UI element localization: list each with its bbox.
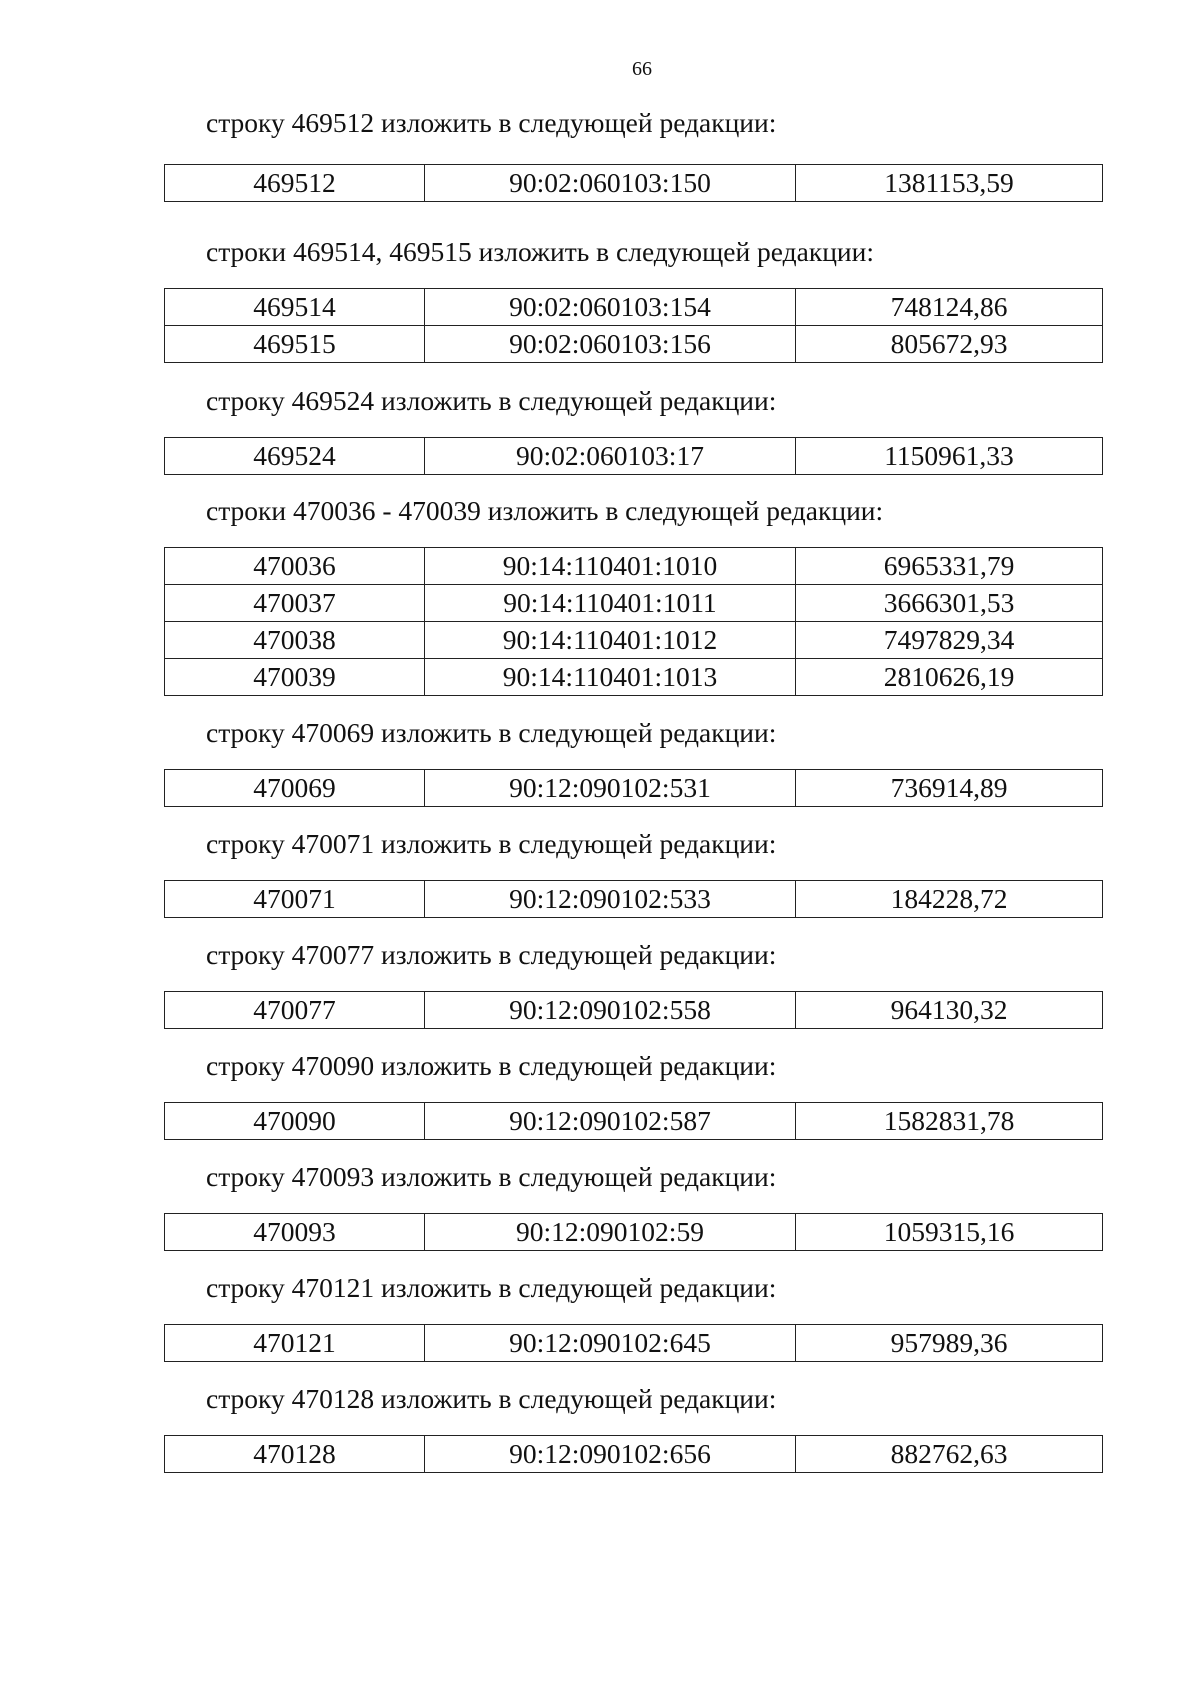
amendment-section [164, 1161, 1102, 1251]
section-heading: строку 470121 изложить в следующей редакции: [206, 1272, 777, 1303]
amendment-table [164, 880, 1103, 918]
amendment-section [164, 236, 1102, 363]
cadastral-number-cell: 90:12:090102:533 [425, 881, 796, 918]
amendment-table [164, 991, 1103, 1029]
table-row [165, 622, 1103, 659]
table-row [165, 289, 1103, 326]
row-number-cell: 470036 [165, 548, 425, 585]
value-cell: 1059315,16 [796, 1214, 1103, 1251]
row-number-cell: 469512 [165, 165, 425, 202]
cadastral-number-cell: 90:12:090102:531 [425, 770, 796, 807]
cadastral-number-cell: 90:14:110401:1012 [425, 622, 796, 659]
section-heading: строку 470071 изложить в следующей редакции: [206, 828, 777, 859]
amendment-section [164, 1272, 1102, 1362]
table-row [165, 770, 1103, 807]
row-number-cell: 470121 [165, 1325, 425, 1362]
table-row [165, 548, 1103, 585]
section-heading: строку 469512 изложить в следующей редакции: [206, 107, 777, 138]
row-number-cell: 470069 [165, 770, 425, 807]
cadastral-number-cell: 90:12:090102:59 [425, 1214, 796, 1251]
row-number-cell: 470038 [165, 622, 425, 659]
amendment-section [164, 828, 1102, 918]
section-heading: строку 469524 изложить в следующей редакции: [206, 385, 777, 416]
value-cell: 736914,89 [796, 770, 1103, 807]
amendment-table [164, 769, 1103, 807]
section-heading: строки 470036 - 470039 изложить в следующей редакции: [206, 495, 884, 526]
amendment-section [164, 495, 1102, 696]
table-row [165, 165, 1103, 202]
cadastral-number-cell: 90:12:090102:558 [425, 992, 796, 1029]
row-number-cell: 470093 [165, 1214, 425, 1251]
value-cell: 964130,32 [796, 992, 1103, 1029]
value-cell: 957989,36 [796, 1325, 1103, 1362]
table-row [165, 585, 1103, 622]
section-heading: строку 470090 изложить в следующей редакции: [206, 1050, 777, 1081]
row-number-cell: 469514 [165, 289, 425, 326]
section-heading: строку 470077 изложить в следующей редакции: [206, 939, 777, 970]
value-cell: 748124,86 [796, 289, 1103, 326]
value-cell: 1381153,59 [796, 165, 1103, 202]
amendment-table [164, 437, 1103, 475]
page-number: 66 [632, 58, 652, 80]
cadastral-number-cell: 90:14:110401:1010 [425, 548, 796, 585]
amendment-section [164, 107, 1102, 202]
value-cell: 7497829,34 [796, 622, 1103, 659]
section-heading: строку 470093 изложить в следующей редакции: [206, 1161, 777, 1192]
amendment-section [164, 1383, 1102, 1473]
row-number-cell: 470071 [165, 881, 425, 918]
value-cell: 805672,93 [796, 326, 1103, 363]
value-cell: 2810626,19 [796, 659, 1103, 696]
cadastral-number-cell: 90:02:060103:154 [425, 289, 796, 326]
cadastral-number-cell: 90:12:090102:656 [425, 1436, 796, 1473]
amendment-table [164, 1435, 1103, 1473]
amendment-section [164, 385, 1102, 475]
section-heading: строки 469514, 469515 изложить в следующей редакции: [206, 236, 874, 267]
row-number-cell: 470077 [165, 992, 425, 1029]
cadastral-number-cell: 90:12:090102:587 [425, 1103, 796, 1140]
amendment-table [164, 1213, 1103, 1251]
row-number-cell: 469515 [165, 326, 425, 363]
value-cell: 6965331,79 [796, 548, 1103, 585]
amendment-table [164, 547, 1103, 696]
row-number-cell: 470128 [165, 1436, 425, 1473]
cadastral-number-cell: 90:02:060103:156 [425, 326, 796, 363]
amendment-section [164, 939, 1102, 1029]
table-row [165, 1436, 1103, 1473]
value-cell: 3666301,53 [796, 585, 1103, 622]
table-row [165, 438, 1103, 475]
cadastral-number-cell: 90:02:060103:150 [425, 165, 796, 202]
value-cell: 1150961,33 [796, 438, 1103, 475]
row-number-cell: 470090 [165, 1103, 425, 1140]
table-row [165, 881, 1103, 918]
section-heading: строку 470069 изложить в следующей редакции: [206, 717, 777, 748]
table-row [165, 1103, 1103, 1140]
amendment-table [164, 164, 1103, 202]
amendment-table [164, 288, 1103, 363]
value-cell: 1582831,78 [796, 1103, 1103, 1140]
amendment-section [164, 1050, 1102, 1140]
table-row [165, 326, 1103, 363]
table-row [165, 659, 1103, 696]
cadastral-number-cell: 90:12:090102:645 [425, 1325, 796, 1362]
table-row [165, 1214, 1103, 1251]
cadastral-number-cell: 90:02:060103:17 [425, 438, 796, 475]
cadastral-number-cell: 90:14:110401:1013 [425, 659, 796, 696]
value-cell: 882762,63 [796, 1436, 1103, 1473]
row-number-cell: 470039 [165, 659, 425, 696]
amendment-section [164, 717, 1102, 807]
cadastral-number-cell: 90:14:110401:1011 [425, 585, 796, 622]
amendment-table [164, 1102, 1103, 1140]
section-heading: строку 470128 изложить в следующей редакции: [206, 1383, 777, 1414]
table-row [165, 1325, 1103, 1362]
value-cell: 184228,72 [796, 881, 1103, 918]
row-number-cell: 469524 [165, 438, 425, 475]
amendment-table [164, 1324, 1103, 1362]
row-number-cell: 470037 [165, 585, 425, 622]
table-row [165, 992, 1103, 1029]
